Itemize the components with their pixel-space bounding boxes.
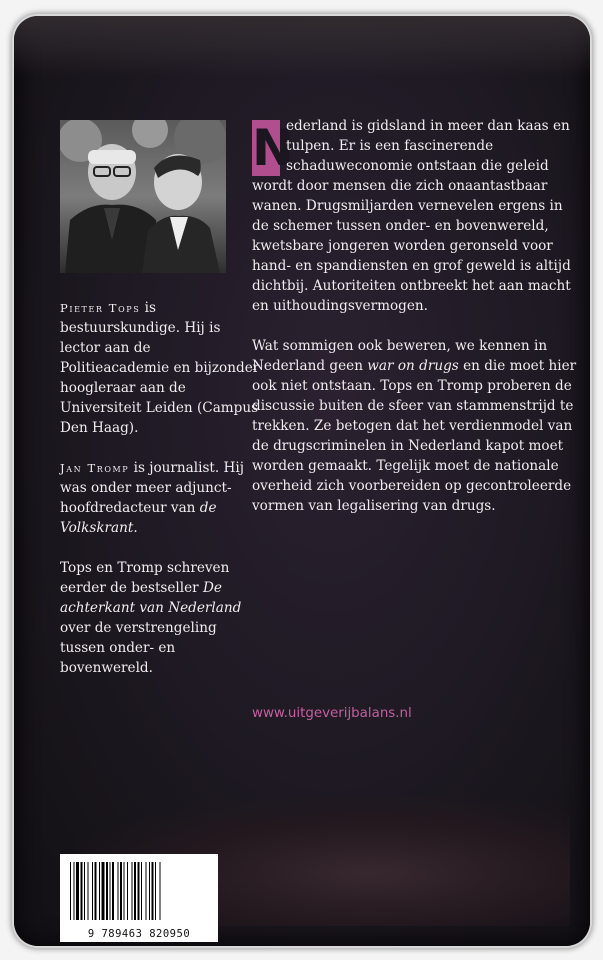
earlier-work: Tops en Tromp schreven eerder de bestseller De achterkant van Nederland over de verstrengeling tussen onder- en bovenwereld. xyxy=(60,560,242,676)
author-name-tops: Pieter Tops xyxy=(60,301,141,315)
author-name-tromp: Jan Tromp xyxy=(60,461,130,475)
back-cover xyxy=(14,16,590,946)
blurb xyxy=(252,116,577,536)
cover-texture-top xyxy=(14,16,590,76)
isbn-barcode xyxy=(60,854,218,942)
blurb-paragraph-2: Wat sommigen ook beweren, we kennen in Nederland geen war on drugs en die moet hier ook niet ontstaan. Tops en Tromp proberen de discussie buiten de sfeer van stammenstrijd te trekken. Ze betogen dat het verdienmodel van de drugscriminelen in Nederland kapot moet worden gemaakt. Tegelijk moet de nationale overheid zich voorbereiden op gecontroleerde vormen van legalisering van drugs. xyxy=(252,338,577,514)
earlier-book-title: De achterkant van Nederland xyxy=(60,580,242,616)
authors-photo xyxy=(60,120,226,273)
blurb-paragraph-1: N ederland is gidsland in meer dan kaas en tulpen. Er is een fascinerende schaduweconomie ontstaan die geleid wordt door mensen die zich onaantastbaar wanen. Drugsmiljarden vernevelen ergens in de schemer tussen onder- en bovenwereld, kwetsbare jongeren worden geronseld voor hand- en spandiensten en grof geweld is altijd dichtbij. Autoriteiten ontbreekt het aan macht en uithoudingsvermogen. xyxy=(252,118,571,314)
drop-cap: N xyxy=(252,119,294,177)
barcode-bars xyxy=(60,854,218,926)
bio-tops: Pieter Tops is bestuurskundige. Hij is lector aan de Politieacademie en bijzonder hoogleraar aan de Universiteit Leiden (Campus Den Haag). xyxy=(60,300,260,436)
isbn-number: 9 789463 820950 xyxy=(87,928,191,940)
author-bios xyxy=(60,298,260,698)
publisher-website-link[interactable]: www.uitgeverijbalans.nl xyxy=(252,706,412,721)
bio-tromp: Jan Tromp is journalist. Hij was onder meer adjunct-hoofdredacteur van de Volkskrant. xyxy=(60,460,244,536)
